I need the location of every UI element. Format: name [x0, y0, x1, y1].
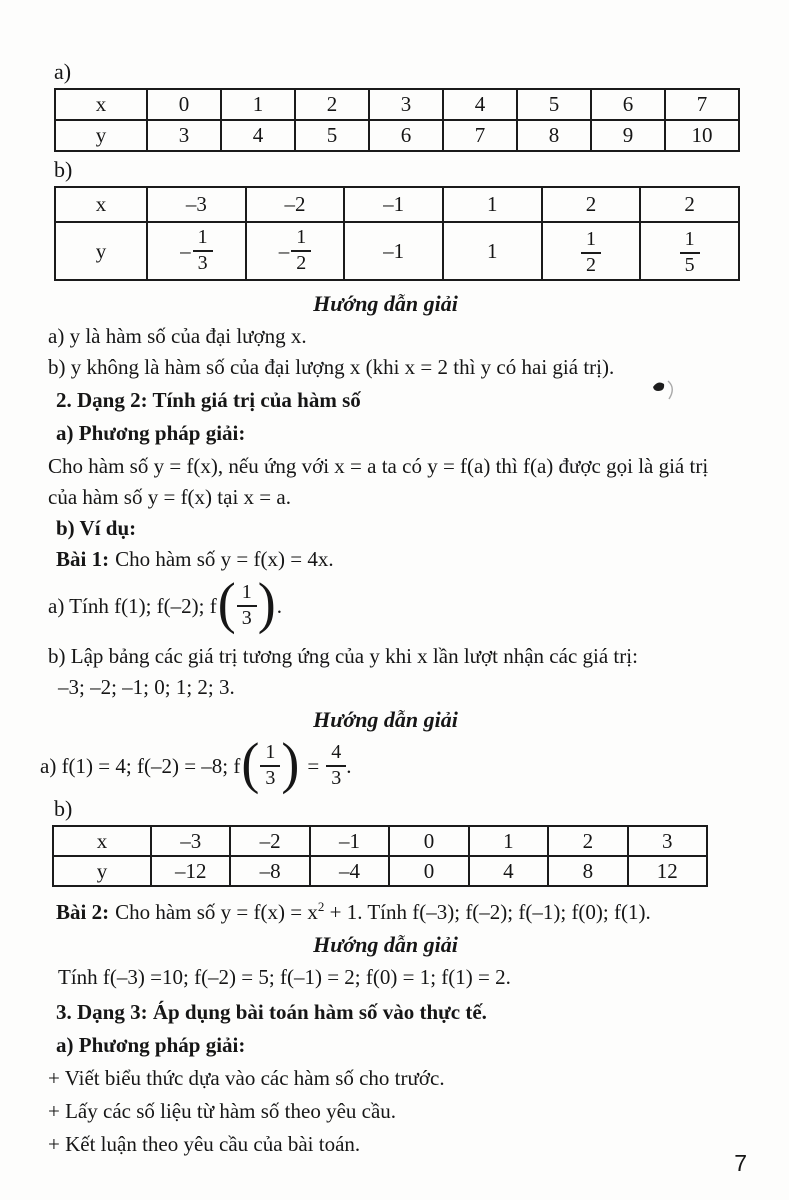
value-cell: –2 [246, 187, 345, 222]
fraction-numerator: 4 [331, 741, 342, 764]
fraction-numerator: 1 [684, 227, 695, 250]
fraction-denominator: 2 [291, 250, 311, 275]
expression-text: a) f(1) = 4; f(–2) = –8; f [40, 753, 241, 778]
fraction [279, 227, 312, 274]
expression-text: a) Tính f(1); f(–2); f [48, 593, 217, 618]
right-paren: ) [281, 731, 300, 795]
fraction-numerator: 1 [296, 226, 307, 249]
bai2-text-pre: Cho hàm số y = f(x) = x [115, 900, 318, 924]
fraction [237, 582, 257, 629]
value-cell: –2 [230, 826, 309, 856]
exponent: 2 [317, 899, 325, 914]
value-cell: 6 [369, 120, 443, 151]
dang3-bullet-2: + Lấy các số liệu từ hàm số theo yêu cầu. [48, 1099, 397, 1123]
table-row [55, 120, 739, 151]
ink-smudge-artifact [650, 378, 680, 402]
value-cell: –3 [147, 187, 246, 222]
value-cell: –1 [310, 826, 389, 856]
value-cell: 7 [443, 120, 517, 151]
value-cell: 6 [591, 89, 665, 120]
solution2-heading: Hướng dẫn giải [313, 707, 458, 732]
value-cell [640, 222, 739, 280]
dang2-method-line1: Cho hàm số y = f(x), nếu ứng với x = a ta có y = f(a) thì f(a) được gọi là giá trị [48, 454, 709, 478]
value-cell [147, 222, 246, 280]
expression-period: . [346, 753, 352, 778]
value-cell: 5 [295, 120, 369, 151]
value-cell [542, 222, 641, 280]
value-cell: 2 [542, 187, 641, 222]
value-cell: –4 [310, 856, 389, 886]
bai2-solution-line: Tính f(–3) =10; f(–2) = 5; f(–1) = 2; f(0) = 1; f(1) = 2. [58, 965, 511, 989]
value-cell: 3 [628, 826, 707, 856]
solution2-table [52, 825, 708, 887]
table-a-label: a) [54, 59, 72, 84]
bai2-statement [56, 897, 743, 928]
dang3-method-label: a) Phương pháp giải: [56, 1033, 246, 1057]
value-cell: 1 [443, 187, 542, 222]
left-paren: ( [241, 731, 260, 795]
variable-label-cell: y [55, 222, 147, 280]
value-cell: –1 [344, 187, 443, 222]
value-cell: 8 [517, 120, 591, 151]
equals-sign: = [307, 753, 320, 778]
fraction-numerator: 1 [197, 226, 208, 249]
table-row [55, 222, 739, 280]
value-cell: 2 [295, 89, 369, 120]
value-cell: 8 [548, 856, 627, 886]
bai1-part-b-line1: b) Lập bảng các giá trị tương ứng của y khi x lần lượt nhận các giá trị: [48, 644, 638, 668]
expression-period: . [276, 593, 282, 618]
bai1-label: Bài 1: [56, 547, 110, 571]
page-number: 7 [734, 1150, 747, 1176]
value-cell: 4 [443, 89, 517, 120]
table-a [54, 88, 740, 152]
value-cell: –3 [151, 826, 230, 856]
fraction-numerator: 1 [241, 581, 252, 604]
fraction-denominator: 3 [193, 250, 213, 275]
value-cell: 3 [369, 89, 443, 120]
fraction [581, 229, 601, 276]
fraction [326, 742, 346, 789]
value-cell: 12 [628, 856, 707, 886]
table-row [55, 187, 739, 222]
value-cell: 10 [665, 120, 739, 151]
value-cell: –1 [344, 222, 443, 280]
dang3-title: 3. Dạng 3: Áp dụng bài toán hàm số vào thực tế. [56, 1000, 487, 1024]
value-cell: 5 [517, 89, 591, 120]
value-cell: 4 [469, 856, 548, 886]
fraction-denominator: 5 [680, 252, 700, 277]
value-cell [246, 222, 345, 280]
bai1-part-b-values: –3; –2; –1; 0; 1; 2; 3. [58, 675, 235, 699]
left-paren: ( [217, 571, 236, 635]
fraction [680, 229, 700, 276]
solution1-line-a: a) y là hàm số của đại lượng x. [48, 324, 307, 348]
variable-label-cell: x [55, 89, 147, 120]
value-cell: 9 [591, 120, 665, 151]
fraction-numerator: 1 [265, 741, 276, 764]
value-cell: –8 [230, 856, 309, 886]
bai2-text-post: + 1. Tính f(–3); f(–2); f(–1); f(0); f(1). [324, 900, 651, 924]
table-row [53, 826, 707, 856]
value-cell: 2 [548, 826, 627, 856]
fraction-denominator: 3 [237, 605, 257, 630]
solution2-table-label: b) [54, 796, 73, 821]
dang2-example-label: b) Ví dụ: [56, 516, 137, 540]
value-cell: 0 [389, 856, 468, 886]
minus-sign: – [180, 238, 191, 263]
value-cell: 4 [221, 120, 295, 151]
dang2-method-label: a) Phương pháp giải: [56, 421, 246, 445]
value-cell: 0 [389, 826, 468, 856]
minus-sign: – [278, 238, 290, 263]
table-b-label: b) [54, 157, 73, 182]
value-cell: 3 [147, 120, 221, 151]
fraction [260, 742, 280, 789]
bai1-part-a-expression [48, 571, 743, 637]
value-cell: 0 [147, 89, 221, 120]
fraction-denominator: 3 [326, 765, 346, 790]
value-cell: 1 [443, 222, 542, 280]
value-cell: 1 [469, 826, 548, 856]
dang2-title: 2. Dạng 2: Tính giá trị của hàm số [56, 388, 361, 412]
bai1-statement [56, 544, 743, 575]
solution2-line-a [40, 731, 743, 797]
dang3-bullet-1: + Viết biểu thức dựa vào các hàm số cho trước. [48, 1066, 445, 1090]
dang3-bullet-3: + Kết luận theo yêu cầu của bài toán. [48, 1132, 361, 1156]
variable-label-cell: x [53, 826, 151, 856]
right-paren: ) [257, 571, 276, 635]
bai2-solution-heading: Hướng dẫn giải [313, 932, 458, 957]
value-cell: 1 [221, 89, 295, 120]
value-cell: 7 [665, 89, 739, 120]
table-b [54, 186, 740, 281]
solution1-line-b: b) y không là hàm số của đại lượng x (khi x = 2 thì y có hai giá trị). [48, 355, 615, 379]
table-row [53, 856, 707, 886]
value-cell: –12 [151, 856, 230, 886]
variable-label-cell: y [55, 120, 147, 151]
variable-label-cell: y [53, 856, 151, 886]
dang2-method-line2: của hàm số y = f(x) tại x = a. [48, 485, 291, 509]
solution1-heading: Hướng dẫn giải [313, 291, 458, 316]
bai1-text: Cho hàm số y = f(x) = 4x. [115, 547, 334, 571]
bai2-label: Bài 2: [56, 900, 110, 924]
table-row [55, 89, 739, 120]
fraction-denominator: 3 [260, 765, 280, 790]
fraction-denominator: 2 [581, 252, 601, 277]
fraction [180, 227, 213, 274]
fraction-numerator: 1 [585, 227, 596, 250]
variable-label-cell: x [55, 187, 147, 222]
value-cell: 2 [640, 187, 739, 222]
